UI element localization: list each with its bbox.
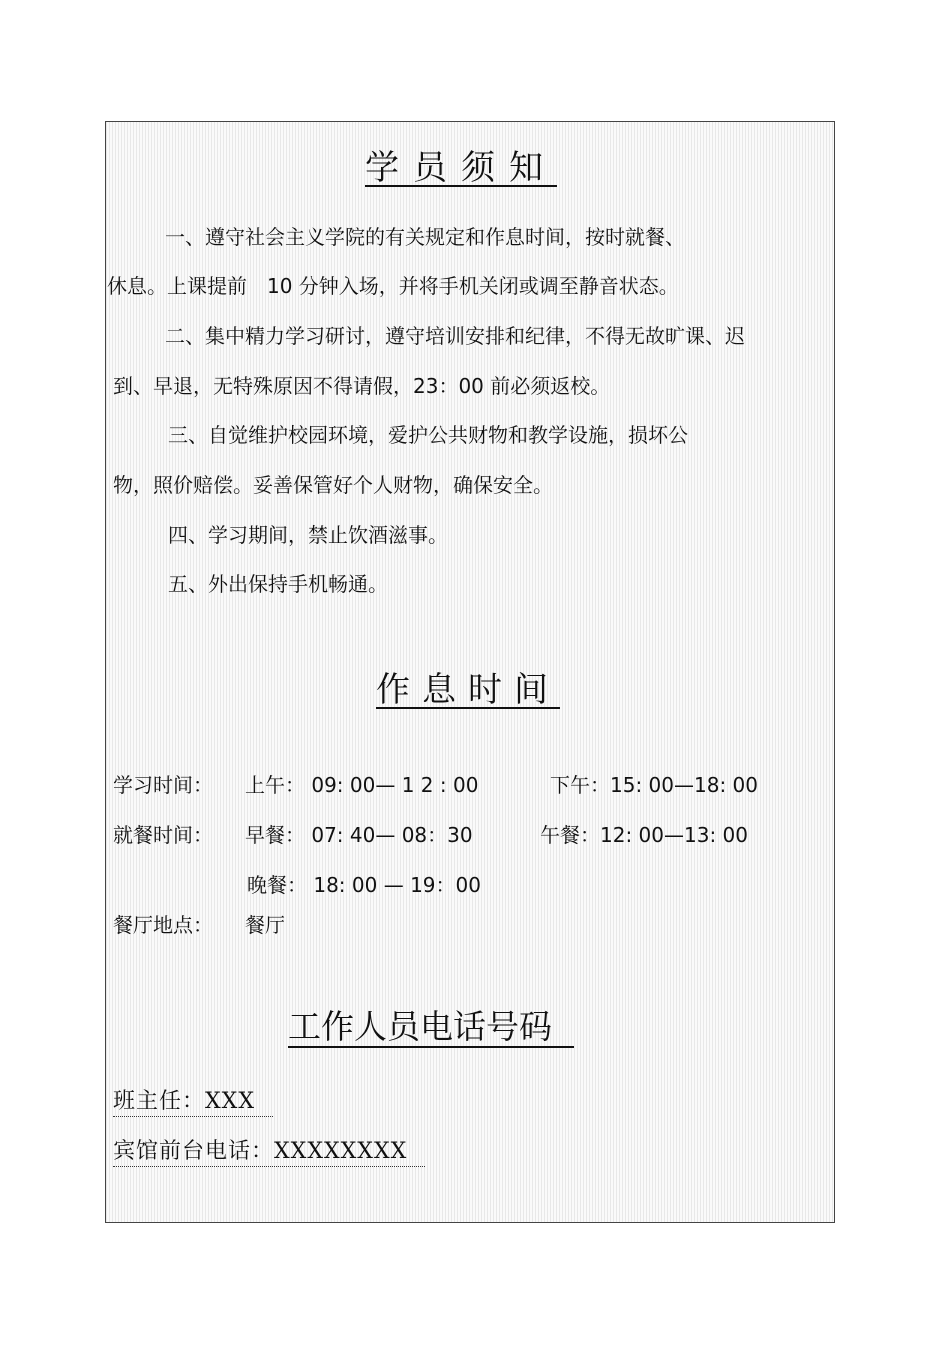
study-time-label: 学习时间： [113, 773, 213, 797]
head-teacher-contact: 班主任：XXX [113, 1088, 273, 1117]
canteen-label: 餐厅地点： [113, 913, 213, 937]
canteen-value: 餐厅 [245, 913, 285, 937]
staff-title: 工作人员电话号码 [288, 1008, 574, 1048]
dinner-time: 晚餐： 18: 00 — 19：00 [247, 873, 481, 897]
rule-1-line-2: 休息。上课提前 10 分钟入场，并将手机关闭或调至静音状态。 [107, 274, 679, 298]
schedule-title: 作息时间 [376, 670, 560, 710]
rule-2-line-2: 到、早退，无特殊原因不得请假，23：00 前必须返校。 [113, 374, 611, 398]
hotel-desk-contact: 宾馆前台电话：XXXXXXXX [113, 1138, 425, 1167]
lunch-time: 午餐：12: 00—13: 00 [540, 823, 748, 847]
meal-time-label: 就餐时间： [113, 823, 213, 847]
study-time-morning: 上午： 09: 00— 1 2 : 00 [245, 773, 479, 797]
notice-title: 学员须知 [365, 148, 557, 188]
rule-1-line-1: 一、遵守社会主义学院的有关规定和作息时间，按时就餐、 [165, 225, 685, 249]
rule-5: 五、外出保持手机畅通。 [168, 572, 388, 596]
rule-2-line-1: 二、集中精力学习研讨，遵守培训安排和纪律，不得无故旷课、迟 [165, 324, 745, 348]
breakfast-time: 早餐： 07: 40— 08：30 [245, 823, 473, 847]
rule-3-line-1: 三、自觉维护校园环境，爱护公共财物和教学设施，损坏公 [168, 423, 688, 447]
rule-3-line-2: 物，照价赔偿。妥善保管好个人财物，确保安全。 [113, 473, 553, 497]
study-time-afternoon: 下午：15: 00—18: 00 [550, 773, 758, 797]
rule-4: 四、学习期间，禁止饮酒滋事。 [168, 523, 448, 547]
